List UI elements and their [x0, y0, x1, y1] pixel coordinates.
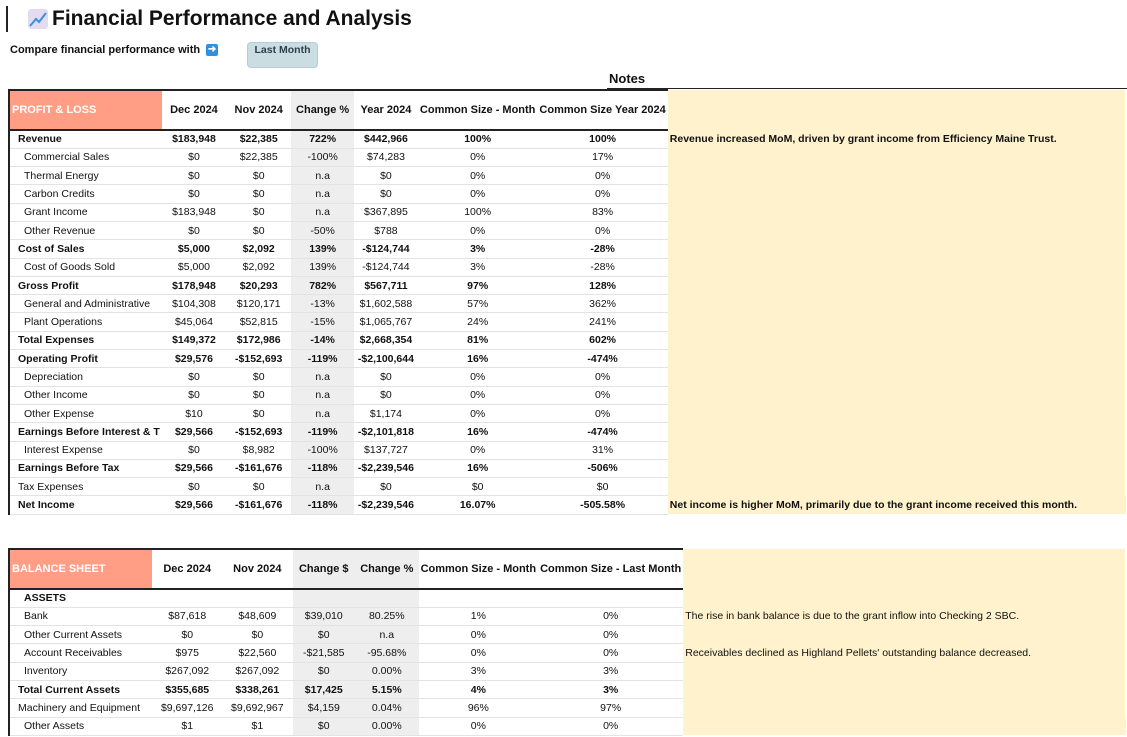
table-row: [9, 717, 1126, 735]
row-label: Total Current Assets: [9, 680, 152, 698]
value-cell: -474%: [537, 350, 667, 368]
table-row: [9, 130, 1126, 148]
row-label: Other Expense: [9, 404, 162, 422]
page-title: Financial Performance and Analysis: [52, 7, 412, 30]
value-cell: 128%: [537, 276, 667, 294]
value-cell: 0%: [537, 185, 667, 203]
note-cell[interactable]: [683, 589, 1126, 607]
row-label: General and Administrative: [9, 295, 162, 313]
value-cell: $267,092: [152, 662, 222, 680]
value-cell: $29,576: [162, 350, 226, 368]
table-row: [9, 478, 1126, 496]
value-cell: 0%: [418, 148, 538, 166]
value-cell: 16%: [418, 423, 538, 441]
value-cell: -14%: [291, 331, 354, 349]
value-cell: $338,261: [222, 680, 292, 698]
value-cell: $52,815: [226, 313, 291, 331]
note-cell[interactable]: [668, 441, 1126, 459]
column-header: Common Size - Month: [418, 90, 538, 130]
table-row: [9, 295, 1126, 313]
value-cell: -100%: [291, 441, 354, 459]
value-cell: 83%: [537, 203, 667, 221]
note-cell[interactable]: Revenue increased MoM, driven by grant income from Efficiency Maine Trust.: [668, 130, 1126, 148]
value-cell: 3%: [538, 680, 683, 698]
row-label: Net Income: [9, 496, 162, 514]
value-cell: $149,372: [162, 331, 226, 349]
section-title: BALANCE SHEET: [9, 549, 152, 589]
table-row: [9, 626, 1126, 644]
value-cell: $355,685: [152, 680, 222, 698]
row-label: Grant Income: [9, 203, 162, 221]
column-header: Change %: [355, 549, 419, 589]
value-cell: -28%: [537, 240, 667, 258]
value-cell: $2,092: [226, 240, 291, 258]
value-cell: n.a: [291, 404, 354, 422]
value-cell: n.a: [291, 368, 354, 386]
value-cell: $20,293: [226, 276, 291, 294]
value-cell: [355, 589, 419, 607]
value-cell: -118%: [291, 459, 354, 477]
value-cell: $367,895: [354, 203, 418, 221]
value-cell: $29,566: [162, 423, 226, 441]
value-cell: 139%: [291, 258, 354, 276]
note-cell[interactable]: [668, 221, 1126, 239]
value-cell: $0: [226, 185, 291, 203]
value-cell: $0: [354, 167, 418, 185]
value-cell: $1,174: [354, 404, 418, 422]
row-label: Interest Expense: [9, 441, 162, 459]
value-cell: [293, 589, 355, 607]
page-header: [6, 6, 412, 32]
profit-loss-table: [8, 89, 1127, 515]
value-cell: 97%: [538, 699, 683, 717]
row-label: Depreciation: [9, 368, 162, 386]
value-cell: -$2,239,546: [354, 496, 418, 514]
value-cell: $10: [162, 404, 226, 422]
column-header: Change %: [291, 90, 354, 130]
row-label: Other Current Assets: [9, 626, 152, 644]
value-cell: $0: [293, 662, 355, 680]
note-cell[interactable]: [668, 423, 1126, 441]
table-row: [9, 185, 1126, 203]
column-header: Common Size - Last Month: [538, 549, 683, 589]
value-cell: 57%: [418, 295, 538, 313]
value-cell: n.a: [291, 386, 354, 404]
row-label: Total Expenses: [9, 331, 162, 349]
value-cell: -$152,693: [226, 423, 291, 441]
comparison-period-button[interactable]: Last Month: [247, 42, 318, 68]
value-cell: $9,697,126: [152, 699, 222, 717]
value-cell: $9,692,967: [222, 699, 292, 717]
value-cell: -474%: [537, 423, 667, 441]
value-cell: 4%: [419, 680, 539, 698]
value-cell: -100%: [291, 148, 354, 166]
value-cell: $975: [152, 644, 222, 662]
value-cell: 139%: [291, 240, 354, 258]
row-label: Inventory: [9, 662, 152, 680]
note-cell[interactable]: [668, 404, 1126, 422]
value-cell: $0: [222, 626, 292, 644]
table-row: [9, 148, 1126, 166]
value-cell: $0: [162, 185, 226, 203]
value-cell: $74,283: [354, 148, 418, 166]
row-label: Tax Expenses: [9, 478, 162, 496]
value-cell: 5.15%: [355, 680, 419, 698]
value-cell: $104,308: [162, 295, 226, 313]
value-cell: $29,566: [162, 496, 226, 514]
value-cell: $22,560: [222, 644, 292, 662]
value-cell: $0: [162, 478, 226, 496]
value-cell: $0: [354, 386, 418, 404]
row-label: Earnings Before Interest & T: [9, 423, 162, 441]
section-title: PROFIT & LOSS: [9, 90, 162, 130]
value-cell: 602%: [537, 331, 667, 349]
row-label: Thermal Energy: [9, 167, 162, 185]
value-cell: n.a: [291, 167, 354, 185]
column-header: Common Size Year 2024: [537, 90, 667, 130]
value-cell: $48,609: [222, 607, 292, 625]
value-cell: 17%: [537, 148, 667, 166]
value-cell: 0%: [538, 607, 683, 625]
value-cell: 0%: [418, 386, 538, 404]
column-header: Nov 2024: [226, 90, 291, 130]
table-row: [9, 459, 1126, 477]
value-cell: 24%: [418, 313, 538, 331]
value-cell: -119%: [291, 423, 354, 441]
value-cell: 3%: [418, 240, 538, 258]
value-cell: $0: [226, 386, 291, 404]
value-cell: $1: [152, 717, 222, 735]
value-cell: 782%: [291, 276, 354, 294]
value-cell: 3%: [418, 258, 538, 276]
balance-sheet-table: [8, 548, 1127, 736]
value-cell: $17,425: [293, 680, 355, 698]
value-cell: 1%: [419, 607, 539, 625]
row-label: Plant Operations: [9, 313, 162, 331]
note-cell[interactable]: Net income is higher MoM, primarily due to the grant income received this month.: [668, 496, 1126, 514]
value-cell: $442,966: [354, 130, 418, 148]
value-cell: -$161,676: [226, 459, 291, 477]
value-cell: $29,566: [162, 459, 226, 477]
value-cell: 0%: [418, 441, 538, 459]
value-cell: -28%: [537, 258, 667, 276]
row-label: Operating Profit: [9, 350, 162, 368]
value-cell: 100%: [418, 130, 538, 148]
table-header-row: [9, 549, 1126, 589]
table-row: [9, 313, 1126, 331]
value-cell: 0%: [418, 221, 538, 239]
note-cell[interactable]: [668, 240, 1126, 258]
table-row: [9, 331, 1126, 349]
value-cell: $0: [354, 478, 418, 496]
value-cell: $0: [354, 368, 418, 386]
note-cell[interactable]: [668, 350, 1126, 368]
value-cell: 0%: [418, 185, 538, 203]
value-cell: 97%: [418, 276, 538, 294]
value-cell: -13%: [291, 295, 354, 313]
table-row: [9, 221, 1126, 239]
value-cell: $183,948: [162, 130, 226, 148]
note-cell[interactable]: [683, 662, 1126, 680]
column-header: Nov 2024: [222, 549, 292, 589]
value-cell: $183,948: [162, 203, 226, 221]
value-cell: $120,171: [226, 295, 291, 313]
row-label: Earnings Before Tax: [9, 459, 162, 477]
notes-header: Notes: [607, 71, 1127, 89]
note-cell[interactable]: [668, 295, 1126, 313]
table-header-row: [9, 90, 1126, 130]
value-cell: -$124,744: [354, 240, 418, 258]
value-cell: 0%: [537, 386, 667, 404]
table-row: [9, 404, 1126, 422]
note-cell[interactable]: [668, 167, 1126, 185]
value-cell: 0%: [538, 644, 683, 662]
note-cell[interactable]: [668, 313, 1126, 331]
table-row: [9, 350, 1126, 368]
value-cell: -$2,101,818: [354, 423, 418, 441]
value-cell: -$2,100,644: [354, 350, 418, 368]
table-row: [9, 276, 1126, 294]
note-cell[interactable]: The rise in bank balance is due to the grant inflow into Checking 2 SBC.: [683, 607, 1126, 625]
value-cell: $45,064: [162, 313, 226, 331]
note-cell[interactable]: [683, 699, 1126, 717]
value-cell: $22,385: [226, 148, 291, 166]
value-cell: $0: [226, 203, 291, 221]
value-cell: -505.58%: [537, 496, 667, 514]
value-cell: -$2,239,546: [354, 459, 418, 477]
row-label: Account Receivables: [9, 644, 152, 662]
value-cell: $39,010: [293, 607, 355, 625]
note-cell[interactable]: [668, 368, 1126, 386]
table-row: [9, 607, 1126, 625]
row-label: Bank: [9, 607, 152, 625]
value-cell: $0: [152, 626, 222, 644]
value-cell: $5,000: [162, 240, 226, 258]
value-cell: $0: [354, 185, 418, 203]
value-cell: $0: [162, 386, 226, 404]
compare-prompt: [10, 44, 218, 56]
value-cell: $0: [293, 626, 355, 644]
value-cell: $0: [418, 478, 538, 496]
value-cell: 0%: [537, 404, 667, 422]
value-cell: -50%: [291, 221, 354, 239]
value-cell: n.a: [291, 203, 354, 221]
value-cell: n.a: [355, 626, 419, 644]
value-cell: 0%: [538, 717, 683, 735]
value-cell: [222, 589, 292, 607]
value-cell: $0: [226, 221, 291, 239]
note-cell[interactable]: [683, 717, 1126, 735]
note-cell[interactable]: [668, 148, 1126, 166]
note-cell[interactable]: [668, 478, 1126, 496]
note-cell[interactable]: [683, 680, 1126, 698]
value-cell: -$152,693: [226, 350, 291, 368]
value-cell: $22,385: [226, 130, 291, 148]
value-cell: $0: [162, 148, 226, 166]
row-label: Commercial Sales: [9, 148, 162, 166]
column-header: Dec 2024: [152, 549, 222, 589]
value-cell: 0%: [419, 717, 539, 735]
value-cell: n.a: [291, 478, 354, 496]
value-cell: 0%: [537, 221, 667, 239]
value-cell: $178,948: [162, 276, 226, 294]
row-label: ASSETS: [9, 589, 152, 607]
note-cell[interactable]: [668, 386, 1126, 404]
table-row: [9, 423, 1126, 441]
value-cell: 80.25%: [355, 607, 419, 625]
value-cell: [419, 589, 539, 607]
value-cell: $0: [162, 167, 226, 185]
value-cell: 0%: [419, 626, 539, 644]
value-cell: 0.00%: [355, 662, 419, 680]
value-cell: -118%: [291, 496, 354, 514]
value-cell: 31%: [537, 441, 667, 459]
value-cell: $0: [226, 478, 291, 496]
value-cell: 3%: [538, 662, 683, 680]
value-cell: $0: [226, 167, 291, 185]
value-cell: 0%: [538, 626, 683, 644]
note-cell[interactable]: [668, 276, 1126, 294]
arrow-right-icon: ➜: [207, 44, 217, 55]
chart-increasing-icon: [28, 9, 48, 29]
value-cell: 0%: [537, 167, 667, 185]
value-cell: $1,065,767: [354, 313, 418, 331]
notes-cell: [683, 549, 1126, 589]
value-cell: 0%: [418, 368, 538, 386]
value-cell: $788: [354, 221, 418, 239]
value-cell: $1: [222, 717, 292, 735]
value-cell: 722%: [291, 130, 354, 148]
value-cell: $172,986: [226, 331, 291, 349]
value-cell: n.a: [291, 185, 354, 203]
value-cell: $0: [226, 404, 291, 422]
table-row: [9, 167, 1126, 185]
value-cell: $0: [162, 221, 226, 239]
value-cell: $567,711: [354, 276, 418, 294]
value-cell: $8,982: [226, 441, 291, 459]
table-row: [9, 368, 1126, 386]
value-cell: 362%: [537, 295, 667, 313]
table-row: [9, 441, 1126, 459]
value-cell: $5,000: [162, 258, 226, 276]
value-cell: $0: [162, 441, 226, 459]
row-label: Cost of Goods Sold: [9, 258, 162, 276]
value-cell: $0: [293, 717, 355, 735]
row-label: Gross Profit: [9, 276, 162, 294]
value-cell: 100%: [537, 130, 667, 148]
column-header: Year 2024: [354, 90, 418, 130]
value-cell: -15%: [291, 313, 354, 331]
value-cell: -95.68%: [355, 644, 419, 662]
value-cell: $0: [537, 478, 667, 496]
note-cell[interactable]: Receivables declined as Highland Pellets' outstanding balance decreased.: [683, 644, 1126, 662]
value-cell: 96%: [419, 699, 539, 717]
value-cell: -$124,744: [354, 258, 418, 276]
column-header: Common Size - Month: [419, 549, 539, 589]
value-cell: $0: [226, 368, 291, 386]
value-cell: 0.00%: [355, 717, 419, 735]
table-row: [9, 662, 1126, 680]
column-header: Dec 2024: [162, 90, 226, 130]
value-cell: 0%: [418, 404, 538, 422]
value-cell: [152, 589, 222, 607]
row-label: Other Income: [9, 386, 162, 404]
value-cell: 0%: [419, 644, 539, 662]
note-cell[interactable]: [668, 203, 1126, 221]
row-label: Other Revenue: [9, 221, 162, 239]
table-row: [9, 644, 1126, 662]
table-row: [9, 496, 1126, 514]
value-cell: 16%: [418, 459, 538, 477]
note-cell[interactable]: [668, 331, 1126, 349]
table-row: [9, 699, 1126, 717]
value-cell: 81%: [418, 331, 538, 349]
value-cell: -506%: [537, 459, 667, 477]
value-cell: -119%: [291, 350, 354, 368]
row-label: Revenue: [9, 130, 162, 148]
table-row: [9, 240, 1126, 258]
row-label: Carbon Credits: [9, 185, 162, 203]
value-cell: 3%: [419, 662, 539, 680]
value-cell: $2,668,354: [354, 331, 418, 349]
table-row: [9, 680, 1126, 698]
value-cell: 0%: [418, 167, 538, 185]
value-cell: $267,092: [222, 662, 292, 680]
value-cell: [538, 589, 683, 607]
value-cell: 16.07%: [418, 496, 538, 514]
value-cell: $137,727: [354, 441, 418, 459]
table-row: [9, 203, 1126, 221]
row-label: Cost of Sales: [9, 240, 162, 258]
table-row: [9, 386, 1126, 404]
column-header: Change $: [293, 549, 355, 589]
value-cell: $4,159: [293, 699, 355, 717]
table-row: [9, 589, 1126, 607]
value-cell: 16%: [418, 350, 538, 368]
value-cell: -$161,676: [226, 496, 291, 514]
row-label: Other Assets: [9, 717, 152, 735]
value-cell: $1,602,588: [354, 295, 418, 313]
note-cell[interactable]: [668, 185, 1126, 203]
note-cell[interactable]: [683, 626, 1126, 644]
value-cell: $87,618: [152, 607, 222, 625]
value-cell: 0%: [537, 368, 667, 386]
row-label: Machinery and Equipment: [9, 699, 152, 717]
value-cell: -$21,585: [293, 644, 355, 662]
value-cell: $2,092: [226, 258, 291, 276]
value-cell: 241%: [537, 313, 667, 331]
table-row: [9, 258, 1126, 276]
value-cell: 0.04%: [355, 699, 419, 717]
note-cell[interactable]: [668, 258, 1126, 276]
notes-cell: [668, 90, 1126, 130]
value-cell: 100%: [418, 203, 538, 221]
compare-label: Compare financial performance with: [10, 44, 201, 56]
value-cell: $0: [162, 368, 226, 386]
note-cell[interactable]: [668, 459, 1126, 477]
